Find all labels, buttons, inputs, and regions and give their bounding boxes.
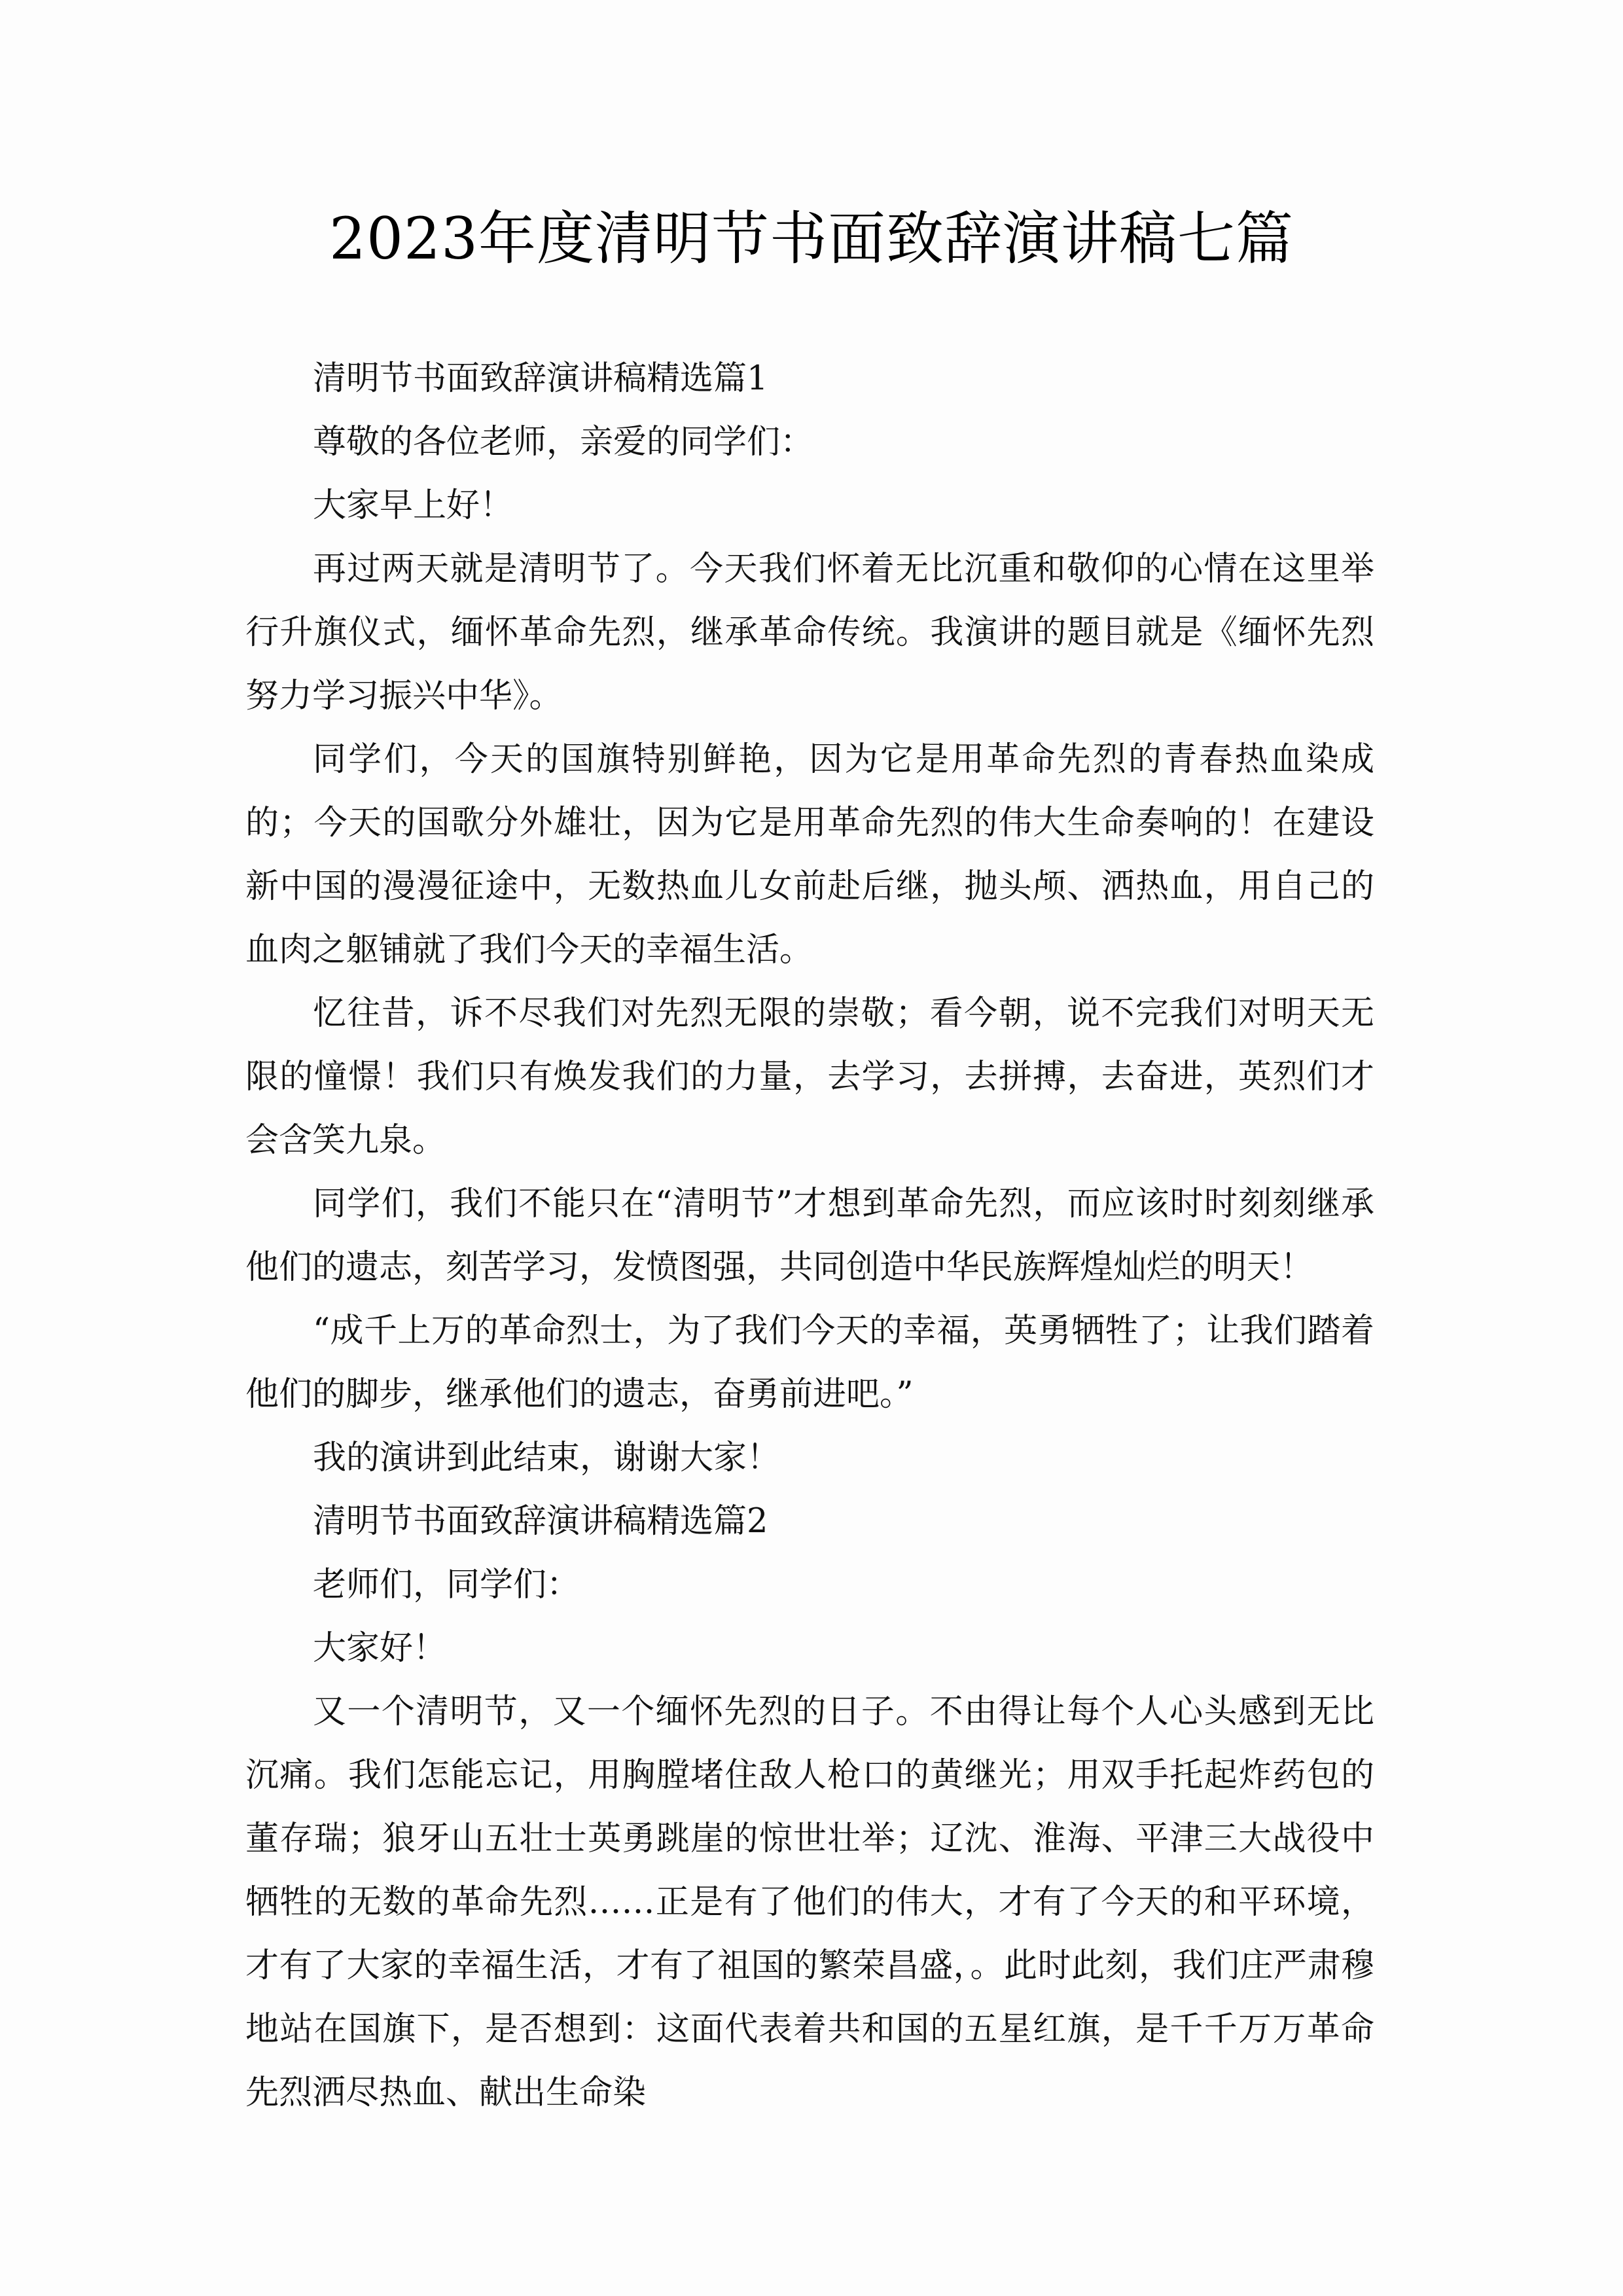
document-body — [245, 347, 1374, 2125]
quote-paragraph: “成千上万的革命烈士，为了我们今天的幸福，英勇牺牲了；让我们踏着他们的脚步，继承他们的遗志，奋勇前进吧。” — [245, 1312, 1374, 1414]
section-heading-2: 清明节书面致辞演讲稿精选篇2 — [313, 1502, 768, 1541]
paragraph-4: 同学们，我们不能只在“清明节”才想到革命先烈，而应该时时刻刻继承他们的遗志，刻苦学习，发愤图强，共同创造中华民族辉煌灿烂的明天！ — [245, 1185, 1374, 1287]
greeting-2: 大家好！ — [313, 1629, 447, 1668]
paragraph-5: 又一个清明节，又一个缅怀先烈的日子。不由得让每个人心头感到无比沉痛。我们怎能忘记，用胸膛堵住敌人枪口的黄继光；用双手托起炸药包的董存瑞；狼牙山五壮士英勇跳崖的惊世壮举；辽沈、淮海、平津三大战役中牺牲的无数的革命先烈……正是有了他们的伟大，才有了今天的和平环境，才有了大家的幸福生活，才有了祖国的繁荣昌盛，。此时此刻，我们庄严肃穆地站在国旗下，是否想到：这面代表着共和国的五星红旗，是千千万万革命先烈洒尽热血、献出生命染 — [245, 1693, 1374, 2112]
salutation-1: 尊敬的各位老师，亲爱的同学们： — [313, 423, 814, 461]
section-heading-1: 清明节书面致辞演讲稿精选篇1 — [313, 359, 768, 398]
paragraph-3: 忆往昔，诉不尽我们对先烈无限的崇敬；看今朝，说不完我们对明天无限的憧憬！我们只有焕发我们的力量，去学习，去拼搏，去奋进，英烈们才会含笑九泉。 — [245, 994, 1374, 1160]
salutation-2: 老师们，同学们： — [313, 1566, 580, 1604]
greeting-1: 大家早上好！ — [313, 486, 514, 525]
paragraph-2: 同学们，今天的国旗特别鲜艳，因为它是用革命先烈的青春热血染成的；今天的国歌分外雄壮，因为它是用革命先烈的伟大生命奏响的！在建设新中国的漫漫征途中，无数热血儿女前赴后继，抛头颅、洒热血，用自己的血肉之躯铺就了我们今天的幸福生活。 — [245, 740, 1374, 969]
paragraph-1: 再过两天就是清明节了。今天我们怀着无比沉重和敬仰的心情在这里举行升旗仪式，缅怀革命先烈，继承革命传统。我演讲的题目就是《缅怀先烈努力学习振兴中华》。 — [245, 550, 1374, 715]
document-title: 2023年度清明节书面致辞演讲稿七篇 — [329, 205, 1294, 272]
closing-1: 我的演讲到此结束，谢谢大家！ — [313, 1439, 781, 1477]
